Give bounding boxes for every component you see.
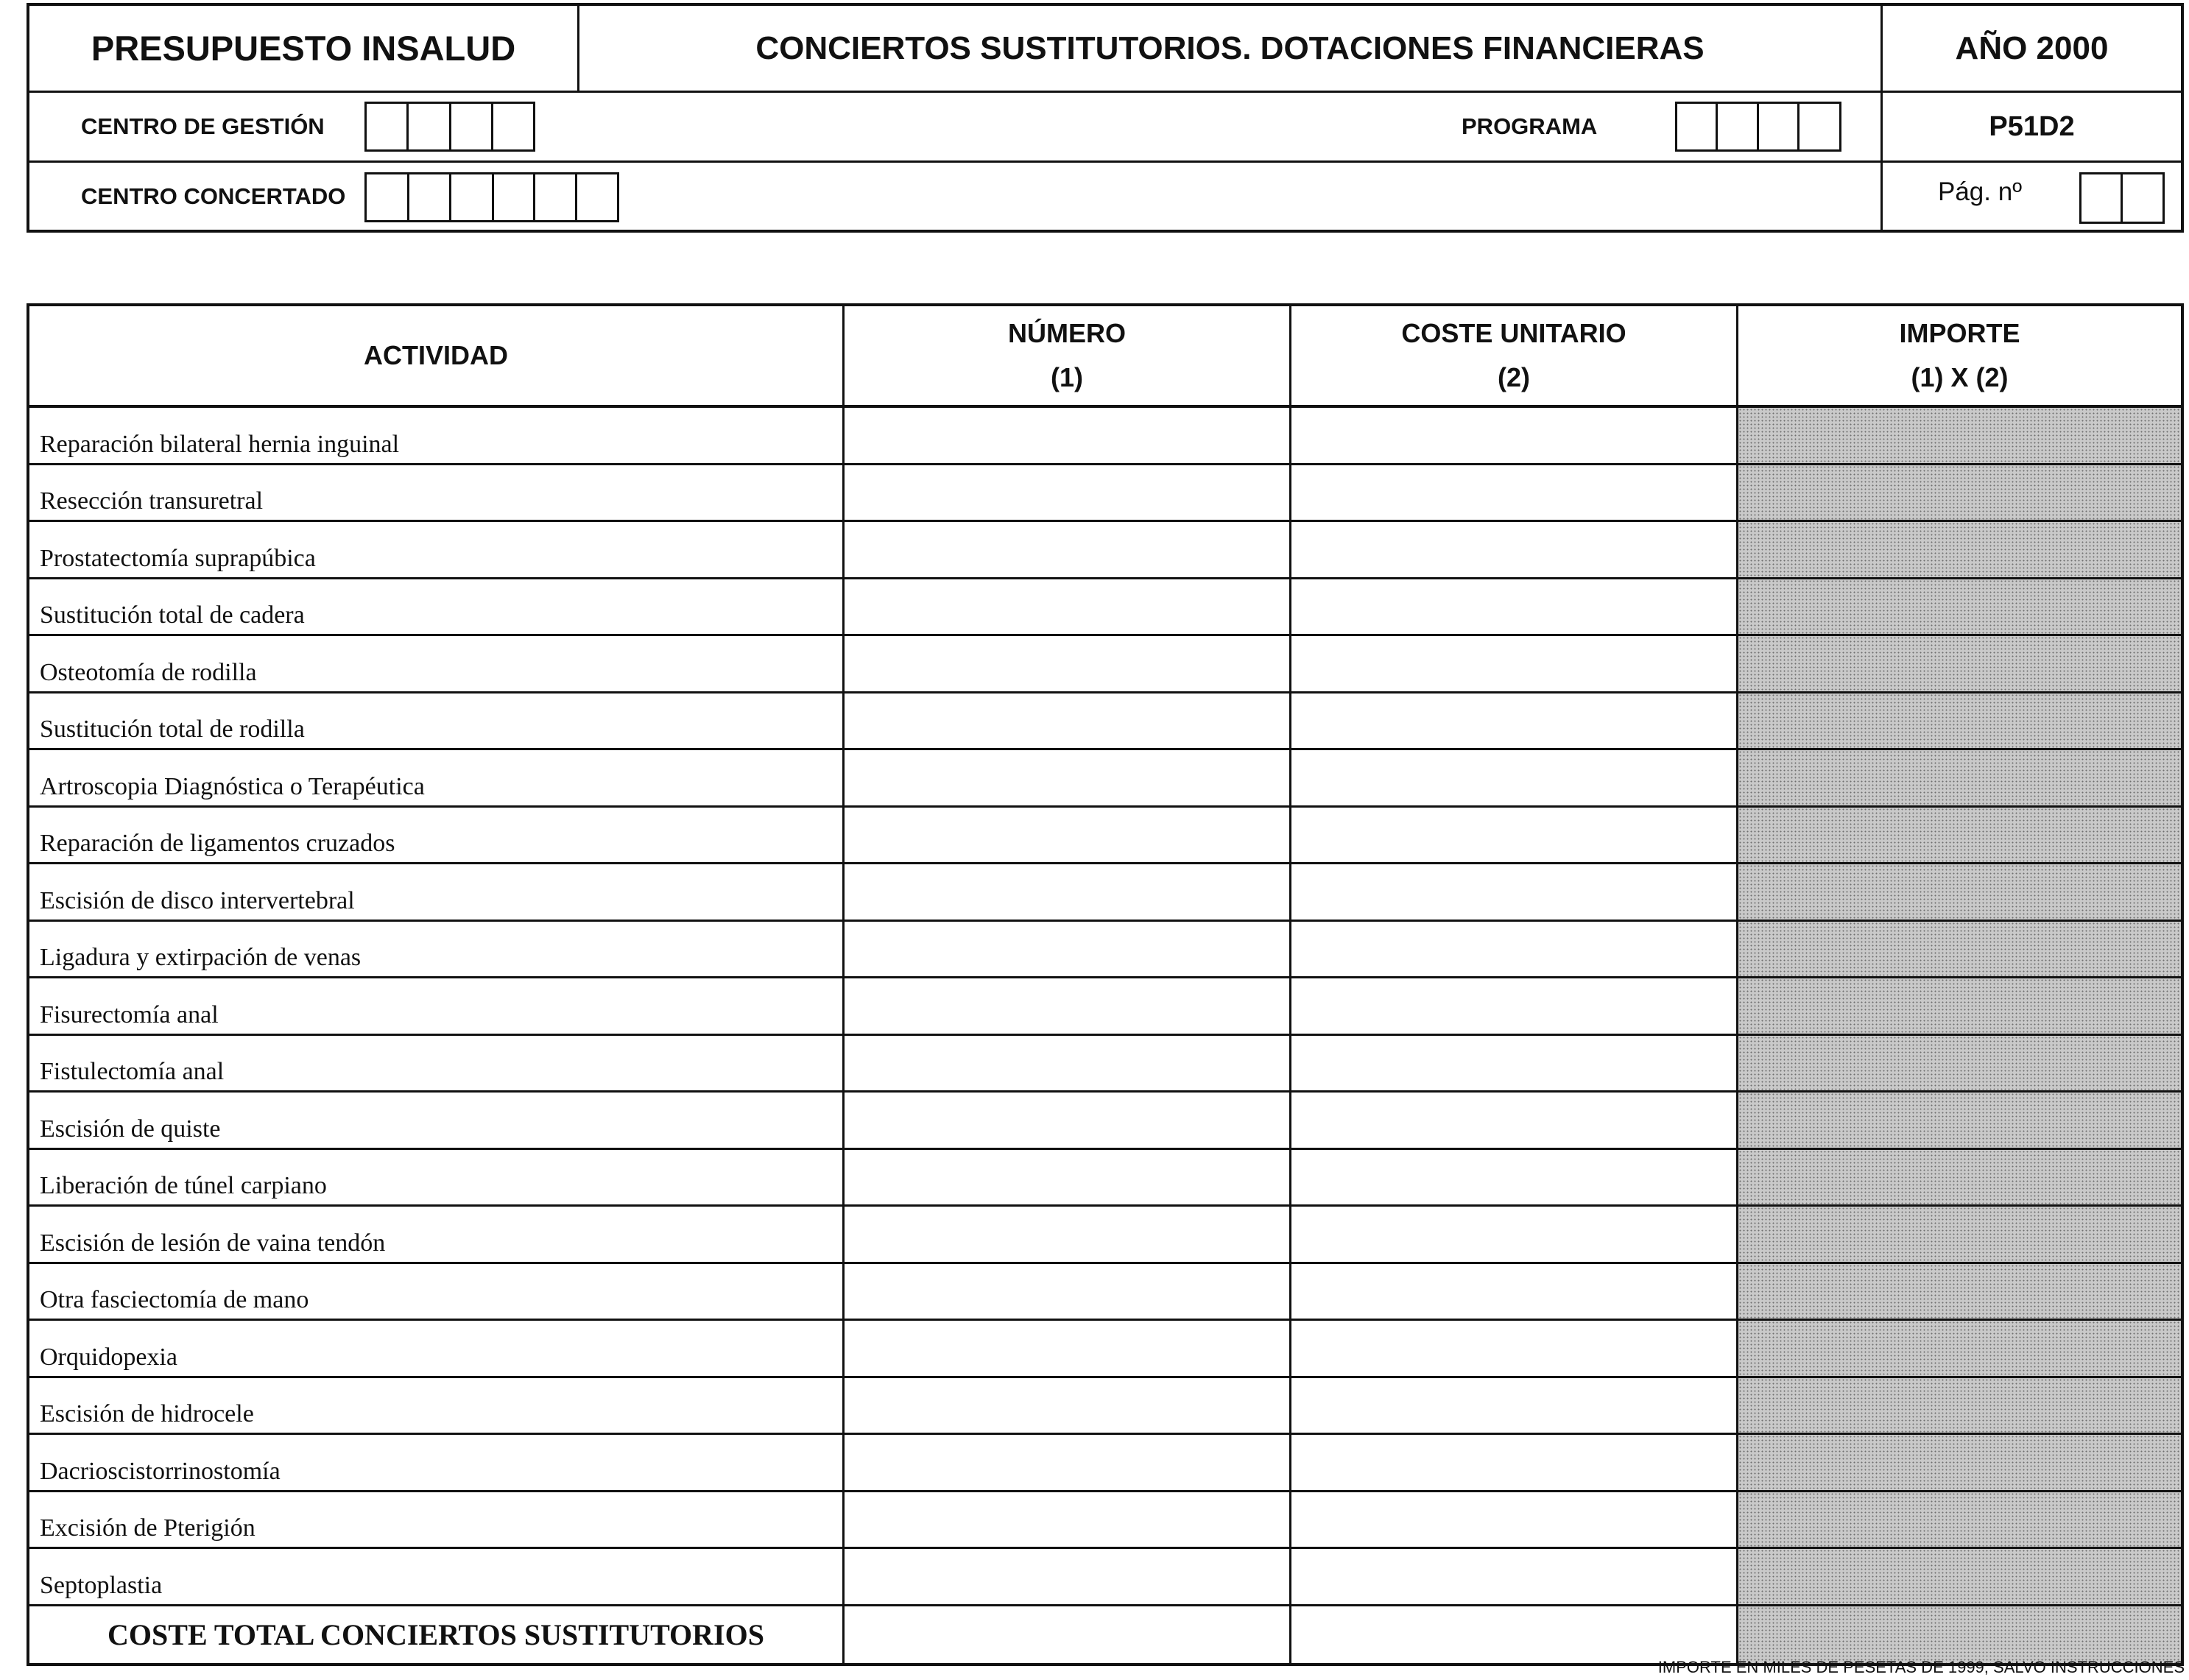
coste-unitario-input-cell[interactable]: [1289, 522, 1736, 577]
coste-unitario-input-cell[interactable]: [1289, 978, 1736, 1034]
coste-unitario-input-cell[interactable]: [1289, 922, 1736, 977]
total-row: [29, 1606, 2181, 1664]
numero-input-cell[interactable]: [842, 693, 1289, 749]
numero-input-cell[interactable]: [842, 1492, 1289, 1547]
table-header-row: [29, 306, 2181, 408]
activity-name: Escisión de disco intervertebral: [40, 886, 355, 914]
actividad-header-label: ACTIVIDAD: [364, 340, 508, 370]
coste-unitario-input-cell[interactable]: [1289, 465, 1736, 520]
importe-shaded-cell: [1736, 522, 2181, 577]
activity-name: Resección transuretral: [40, 487, 264, 515]
activity-name: Artroscopia Diagnóstica o Terapéutica: [40, 772, 425, 800]
importe-shaded-cell: [1736, 1321, 2181, 1376]
importe-shaded-cell: [1736, 693, 2181, 749]
importe-shaded-cell: [1736, 922, 2181, 977]
numero-input-cell[interactable]: [842, 1321, 1289, 1376]
centro-gestion-code-boxes[interactable]: [364, 102, 535, 152]
table-row: [29, 1378, 2181, 1436]
importe-shaded-cell: [1736, 1036, 2181, 1091]
numero-input-cell[interactable]: [842, 1150, 1289, 1205]
importe-header-sub: (1) X (2): [1911, 362, 2009, 392]
numero-input-cell[interactable]: [842, 522, 1289, 577]
importe-shaded-cell: [1736, 1606, 2181, 1664]
activity-name: Sustitución total de rodilla: [40, 716, 305, 743]
org-title: PRESUPUESTO INSALUD: [91, 29, 516, 68]
coste-unitario-input-cell[interactable]: [1289, 1549, 1736, 1604]
numero-input-cell[interactable]: [842, 636, 1289, 691]
coste-unitario-input-cell[interactable]: [1289, 808, 1736, 863]
importe-shaded-cell: [1736, 864, 2181, 920]
importe-shaded-cell: [1736, 1492, 2181, 1547]
programa-label: PROGRAMA: [1462, 113, 1598, 139]
importe-shaded-cell: [1736, 1150, 2181, 1205]
table-row: [29, 693, 2181, 751]
activity-name: Escisión de hidrocele: [40, 1400, 254, 1427]
coste-unitario-input-cell[interactable]: [1289, 636, 1736, 691]
activity-name: Fistulectomía anal: [40, 1058, 225, 1085]
coste-header-label: COSTE UNITARIO: [1401, 318, 1626, 348]
table-row: [29, 922, 2181, 979]
importe-shaded-cell: [1736, 978, 2181, 1034]
importe-shaded-cell: [1736, 1549, 2181, 1604]
column-header-numero: [842, 306, 1289, 405]
numero-input-cell[interactable]: [842, 1036, 1289, 1091]
form-title: CONCIERTOS SUSTITUTORIOS. DOTACIONES FINANCIERAS: [755, 29, 1705, 66]
header-divider: [29, 91, 2181, 93]
table-row: [29, 1492, 2181, 1550]
coste-header-sub: (2): [1498, 362, 1530, 392]
table-row: [29, 978, 2181, 1036]
table-row: [29, 1150, 2181, 1207]
coste-unitario-input-cell[interactable]: [1289, 864, 1736, 920]
column-header-importe: [1736, 306, 2181, 405]
numero-input-cell[interactable]: [842, 1606, 1289, 1664]
header-divider: [29, 160, 2181, 163]
year-label: AÑO 2000: [1955, 29, 2109, 66]
coste-unitario-input-cell[interactable]: [1289, 408, 1736, 463]
activity-name: Osteotomía de rodilla: [40, 658, 257, 686]
numero-input-cell[interactable]: [842, 1207, 1289, 1262]
numero-input-cell[interactable]: [842, 750, 1289, 805]
activity-name: Prostatectomía suprapúbica: [40, 544, 316, 572]
centro-gestion-label: CENTRO DE GESTIÓN: [81, 113, 325, 139]
table-row: [29, 465, 2181, 523]
table-row: [29, 864, 2181, 922]
activity-name: Dacrioscistorrinostomía: [40, 1457, 281, 1485]
footer-note: IMPORTE EN MILES DE PESETAS DE 1999, SALVO INSTRUCCIONES: [1657, 1658, 2185, 1676]
page-number-boxes[interactable]: [2079, 172, 2165, 224]
table-row: [29, 579, 2181, 637]
numero-header-sub: (1): [1051, 362, 1083, 392]
activity-name: Reparación de ligamentos cruzados: [40, 830, 395, 857]
importe-shaded-cell: [1736, 465, 2181, 520]
activity-name: Liberación de túnel carpiano: [40, 1172, 327, 1199]
importe-shaded-cell: [1736, 808, 2181, 863]
importe-shaded-cell: [1736, 408, 2181, 463]
page-number-label: Pág. nº: [1938, 177, 2022, 206]
centro-concertado-code-boxes[interactable]: [364, 172, 619, 222]
coste-unitario-input-cell[interactable]: [1289, 693, 1736, 749]
coste-unitario-input-cell[interactable]: [1289, 1150, 1736, 1205]
numero-input-cell[interactable]: [842, 922, 1289, 977]
activity-name: Escisión de lesión de vaina tendón: [40, 1229, 386, 1257]
table-row: [29, 636, 2181, 693]
activity-name: Fisurectomía anal: [40, 1000, 219, 1028]
numero-input-cell[interactable]: [842, 1378, 1289, 1433]
coste-unitario-input-cell[interactable]: [1289, 1378, 1736, 1433]
table-row: [29, 750, 2181, 808]
table-row: [29, 408, 2181, 465]
table-row: [29, 1036, 2181, 1093]
numero-input-cell[interactable]: [842, 579, 1289, 635]
coste-unitario-input-cell[interactable]: [1289, 579, 1736, 635]
coste-unitario-input-cell[interactable]: [1289, 1093, 1736, 1148]
numero-input-cell[interactable]: [842, 1264, 1289, 1319]
activity-name: Otra fasciectomía de mano: [40, 1286, 309, 1313]
table-row: [29, 808, 2181, 865]
coste-unitario-input-cell[interactable]: [1289, 1207, 1736, 1262]
table-row: [29, 1093, 2181, 1150]
importe-shaded-cell: [1736, 750, 2181, 805]
numero-header-label: NÚMERO: [1008, 318, 1126, 348]
centro-concertado-label: CENTRO CONCERTADO: [81, 183, 346, 209]
importe-shaded-cell: [1736, 1435, 2181, 1490]
importe-shaded-cell: [1736, 1378, 2181, 1433]
importe-header-label: IMPORTE: [1899, 318, 2020, 348]
activity-name: Orquidopexia: [40, 1343, 177, 1371]
table-body: [29, 408, 2181, 1663]
importe-shaded-cell: [1736, 579, 2181, 635]
table-row: [29, 1435, 2181, 1492]
column-header-actividad: [29, 306, 842, 405]
table-row: [29, 1321, 2181, 1378]
activity-table: [27, 303, 2184, 1666]
coste-unitario-input-cell[interactable]: [1289, 1036, 1736, 1091]
activity-name: Sustitución total de cadera: [40, 601, 305, 629]
activity-name: Excisión de Pterigión: [40, 1514, 255, 1542]
header-block: [27, 3, 2184, 233]
form-code: P51D2: [1989, 110, 2075, 142]
numero-input-cell[interactable]: [842, 864, 1289, 920]
coste-unitario-input-cell[interactable]: [1289, 750, 1736, 805]
column-header-coste-unitario: [1289, 306, 1736, 405]
table-row: [29, 1264, 2181, 1321]
numero-input-cell[interactable]: [842, 978, 1289, 1034]
importe-shaded-cell: [1736, 1264, 2181, 1319]
coste-unitario-input-cell[interactable]: [1289, 1492, 1736, 1547]
importe-shaded-cell: [1736, 1093, 2181, 1148]
numero-input-cell[interactable]: [842, 1435, 1289, 1490]
programa-code-boxes[interactable]: [1675, 102, 1841, 152]
numero-input-cell[interactable]: [842, 465, 1289, 520]
numero-input-cell[interactable]: [842, 408, 1289, 463]
activity-name: Septoplastia: [40, 1571, 163, 1599]
coste-unitario-input-cell[interactable]: [1289, 1264, 1736, 1319]
coste-unitario-input-cell[interactable]: [1289, 1606, 1736, 1664]
coste-unitario-input-cell[interactable]: [1289, 1435, 1736, 1490]
numero-input-cell[interactable]: [842, 1093, 1289, 1148]
activity-name: Escisión de quiste: [40, 1115, 221, 1143]
coste-unitario-input-cell[interactable]: [1289, 1321, 1736, 1376]
activity-name: Ligadura y extirpación de venas: [40, 944, 362, 971]
table-row: [29, 1549, 2181, 1606]
numero-input-cell[interactable]: [842, 808, 1289, 863]
importe-shaded-cell: [1736, 1207, 2181, 1262]
table-row: [29, 522, 2181, 579]
table-row: [29, 1207, 2181, 1264]
total-label: COSTE TOTAL CONCIERTOS SUSTITUTORIOS: [107, 1617, 764, 1651]
importe-shaded-cell: [1736, 636, 2181, 691]
activity-name: Reparación bilateral hernia inguinal: [40, 430, 400, 458]
numero-input-cell[interactable]: [842, 1549, 1289, 1604]
